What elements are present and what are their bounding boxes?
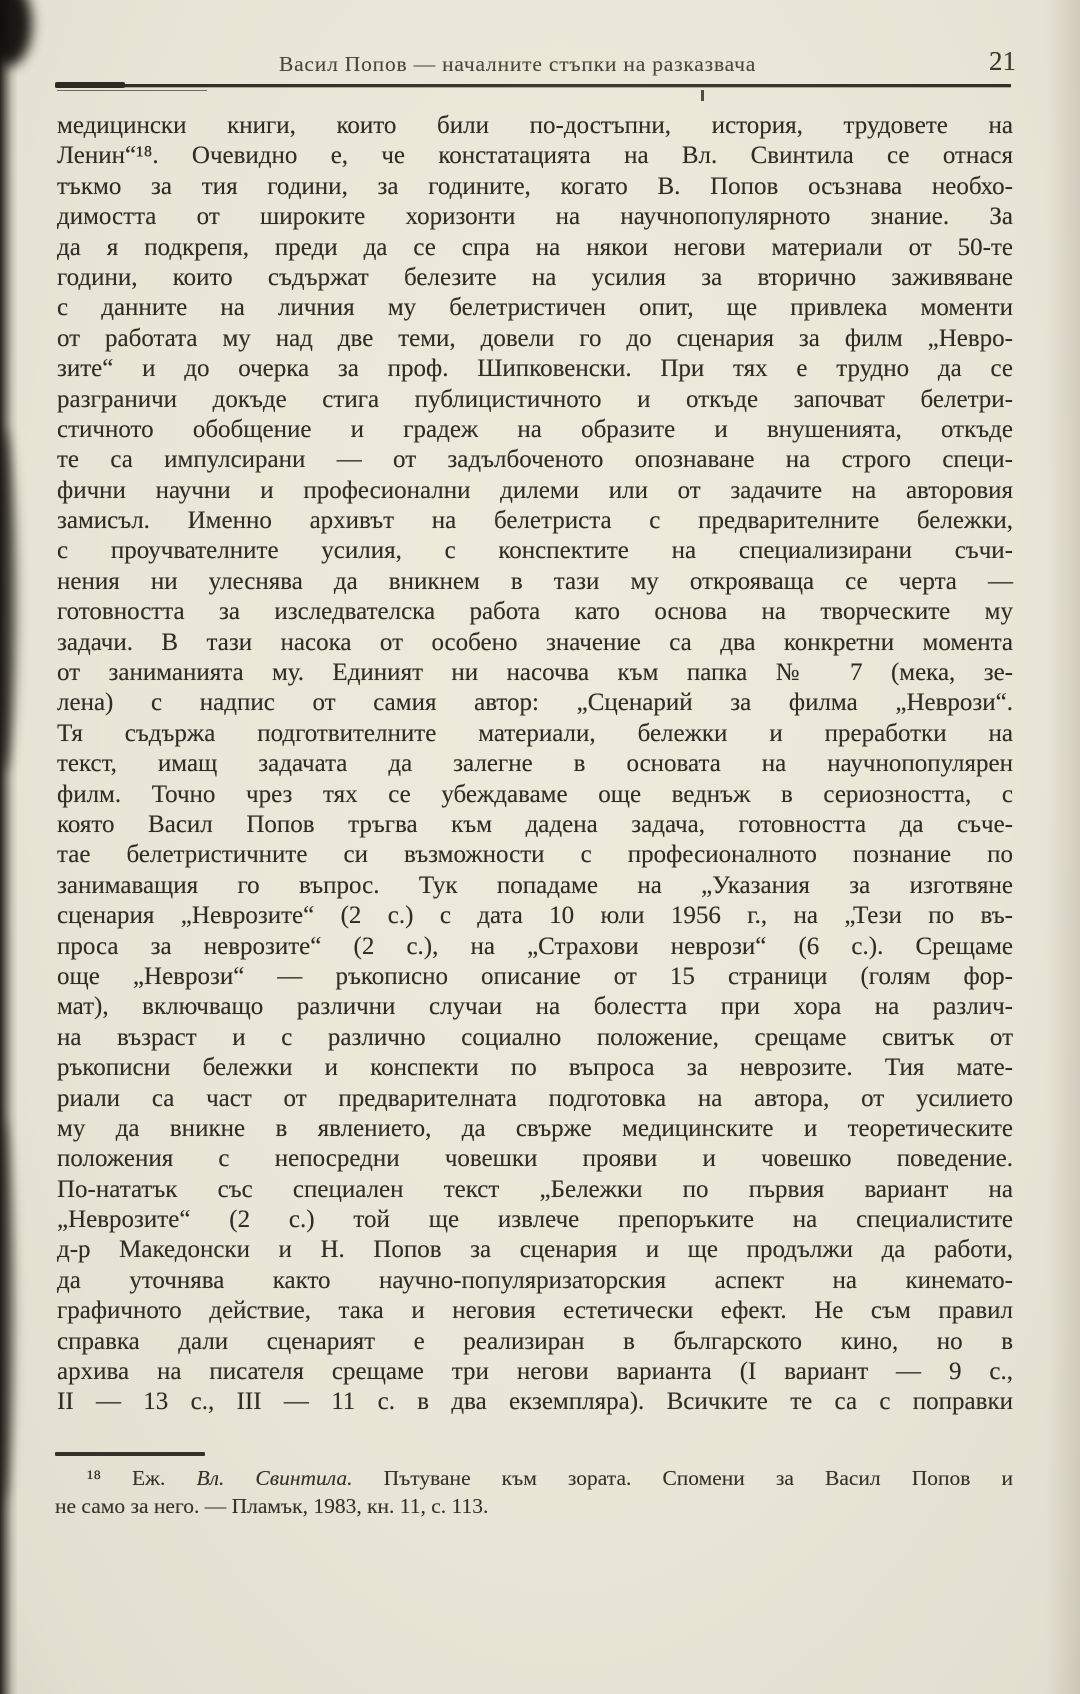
header-rule-double-stroke — [57, 90, 207, 91]
body-text — [57, 111, 1013, 1418]
header-rule — [55, 84, 1011, 87]
page-right-shading — [1046, 0, 1080, 1694]
text-line: те са импулсирани — от задълбоченото опознаване на строго специ- — [57, 446, 1013, 474]
text-line: разграничи докъде стига публицистичното и откъде започват белетри- — [57, 385, 1013, 413]
text-line: II — 13 с., III — 11 с. в два екземпляра). Всичките те са с поправки — [57, 1388, 1013, 1416]
text-line: Ленин“¹⁸. Очевидно е, че констатацията на Вл. Свинтила се отнася — [57, 142, 1013, 170]
text-line: от работата му над две теми, довели го до сценария за филм „Невро- — [57, 324, 1013, 352]
text-line: зите“ и до очерка за проф. Шипковенски. При тях е трудно да се — [57, 355, 1013, 383]
text-line: текст, имащ задачата да залегне в основата на научнопопулярен — [57, 750, 1013, 778]
footnote-author-italic: Вл. Свинтила. — [196, 1466, 353, 1490]
text-line: справка дали сценарият е реализиран в българското кино, но в — [57, 1327, 1013, 1355]
footnote-marker-and-ref: ¹⁸ Еж. — [87, 1466, 197, 1490]
text-line: занимаващия го въпрос. Тук попадаме на „Указания за изготвяне — [57, 871, 1013, 899]
text-line: още „Неврози“ — ръкописно описание от 15 страници (голям фор- — [57, 962, 1013, 990]
text-line: му да вникне в явлението, да свърже медицинските и теоретическите — [57, 1114, 1013, 1142]
text-line: медицински книги, които били по-достъпни, история, трудовете на — [57, 112, 1013, 139]
text-line: По-нататък със специален текст „Бележки по първия вариант на — [57, 1175, 1013, 1203]
running-header-title: Васил Попов — началните стъпки на разказвача — [278, 52, 757, 76]
header-rule-left-segment — [55, 82, 125, 88]
text-line: положения с непосредни човешки прояви и човешко поведение. — [57, 1145, 1013, 1173]
text-line: замисъл. Именно архивът на белетриста с предварителните бележки, — [57, 507, 1013, 535]
text-line: лена) с надпис от самия автор: „Сценарий за филма „Неврози“. — [57, 689, 1013, 717]
text-line: да я подкрепя, преди да се спра на някои негови материали от 50-те — [57, 233, 1013, 261]
text-line: Тя съдържа подготвителните материали, бележки и преработки на — [57, 719, 1013, 747]
text-line: на възраст и с различно социално положение, срещаме свитък от — [57, 1023, 1013, 1051]
text-line: стичното обобщение и градеж на образите и внушенията, откъде — [57, 415, 1013, 443]
text-line: архива на писателя срещаме три негови варианта (I вариант — 9 с., — [57, 1358, 1013, 1386]
text-line: която Васил Попов тръгва към дадена задача, готовността да съче- — [57, 810, 1013, 838]
text-line: мат), включващо различни случаи на болестта при хора на различ- — [57, 993, 1013, 1021]
text-line: години, които съдържат белезите на усилия за вторично заживяване — [57, 263, 1013, 291]
footnote-title-text: Пътуване към зората. Спомени за Васил Попов и — [352, 1466, 1013, 1490]
header-rule-tick-mark — [701, 90, 704, 101]
text-line: „Неврозите“ (2 с.) той ще извлече препоръките на специалистите — [57, 1206, 1013, 1234]
text-line: фични научни и професионални дилеми или от задачите на авторовия — [57, 476, 1013, 504]
footnote-line-1 — [55, 1464, 1013, 1492]
text-line: риали са част от предварителната подготовка на автора, от усилието — [57, 1084, 1013, 1112]
text-line: филм. Точно чрез тях се убеждаваме още веднъж в сериозността, с — [57, 780, 1013, 808]
text-line: ръкописни бележки и конспекти по въпроса за неврозите. Тия мате- — [57, 1054, 1013, 1082]
text-line: да уточнява както научно-популяризаторския аспект на кинемато- — [57, 1266, 1013, 1294]
text-line: сценария „Неврозите“ (2 с.) с дата 10 юли 1956 г., на „Тези по въ- — [57, 902, 1013, 930]
footnote-rule — [55, 1452, 205, 1456]
text-line: от заниманията му. Единият ни насочва към папка № 7 (мека, зе- — [57, 659, 1013, 687]
text-line: проса за неврозите“ (2 с.), на „Страхови неврози“ (6 с.). Срещаме — [57, 932, 1013, 960]
text-line: тае белетристичните си възможности с професионалното познание по — [57, 841, 1013, 869]
text-line: графичното действие, така и неговия естетически ефект. Не съм правил — [57, 1297, 1013, 1325]
text-line: готовността за изследвателска работа като основа на творческите му — [57, 598, 1013, 626]
text-line: тъкмо за тия години, за годините, когато В. Попов осъзнава необхо- — [57, 172, 1013, 200]
text-line: задачи. В тази насока от особено значение са два конкретни момента — [57, 628, 1013, 656]
footnote-line-2: не само за него. — Пламък, 1983, кн. 11, с. 113. — [55, 1494, 489, 1518]
text-line: нения ни улеснява да вникнем в тази му открояваща се черта — — [57, 567, 1013, 595]
text-line: димостта от широките хоризонти на научнопопулярното знание. За — [57, 203, 1013, 231]
text-line: с проучвателните усилия, с конспектите на специализирани съчи- — [57, 537, 1013, 565]
text-line: с данните на личния му белетристичен опит, ще привлека моменти — [57, 294, 1013, 322]
page-number: 21 — [989, 46, 1016, 76]
footnote — [55, 1464, 1013, 1520]
text-line: д-р Македонски и Н. Попов за сценария и ще продължи да работи, — [57, 1236, 1013, 1264]
